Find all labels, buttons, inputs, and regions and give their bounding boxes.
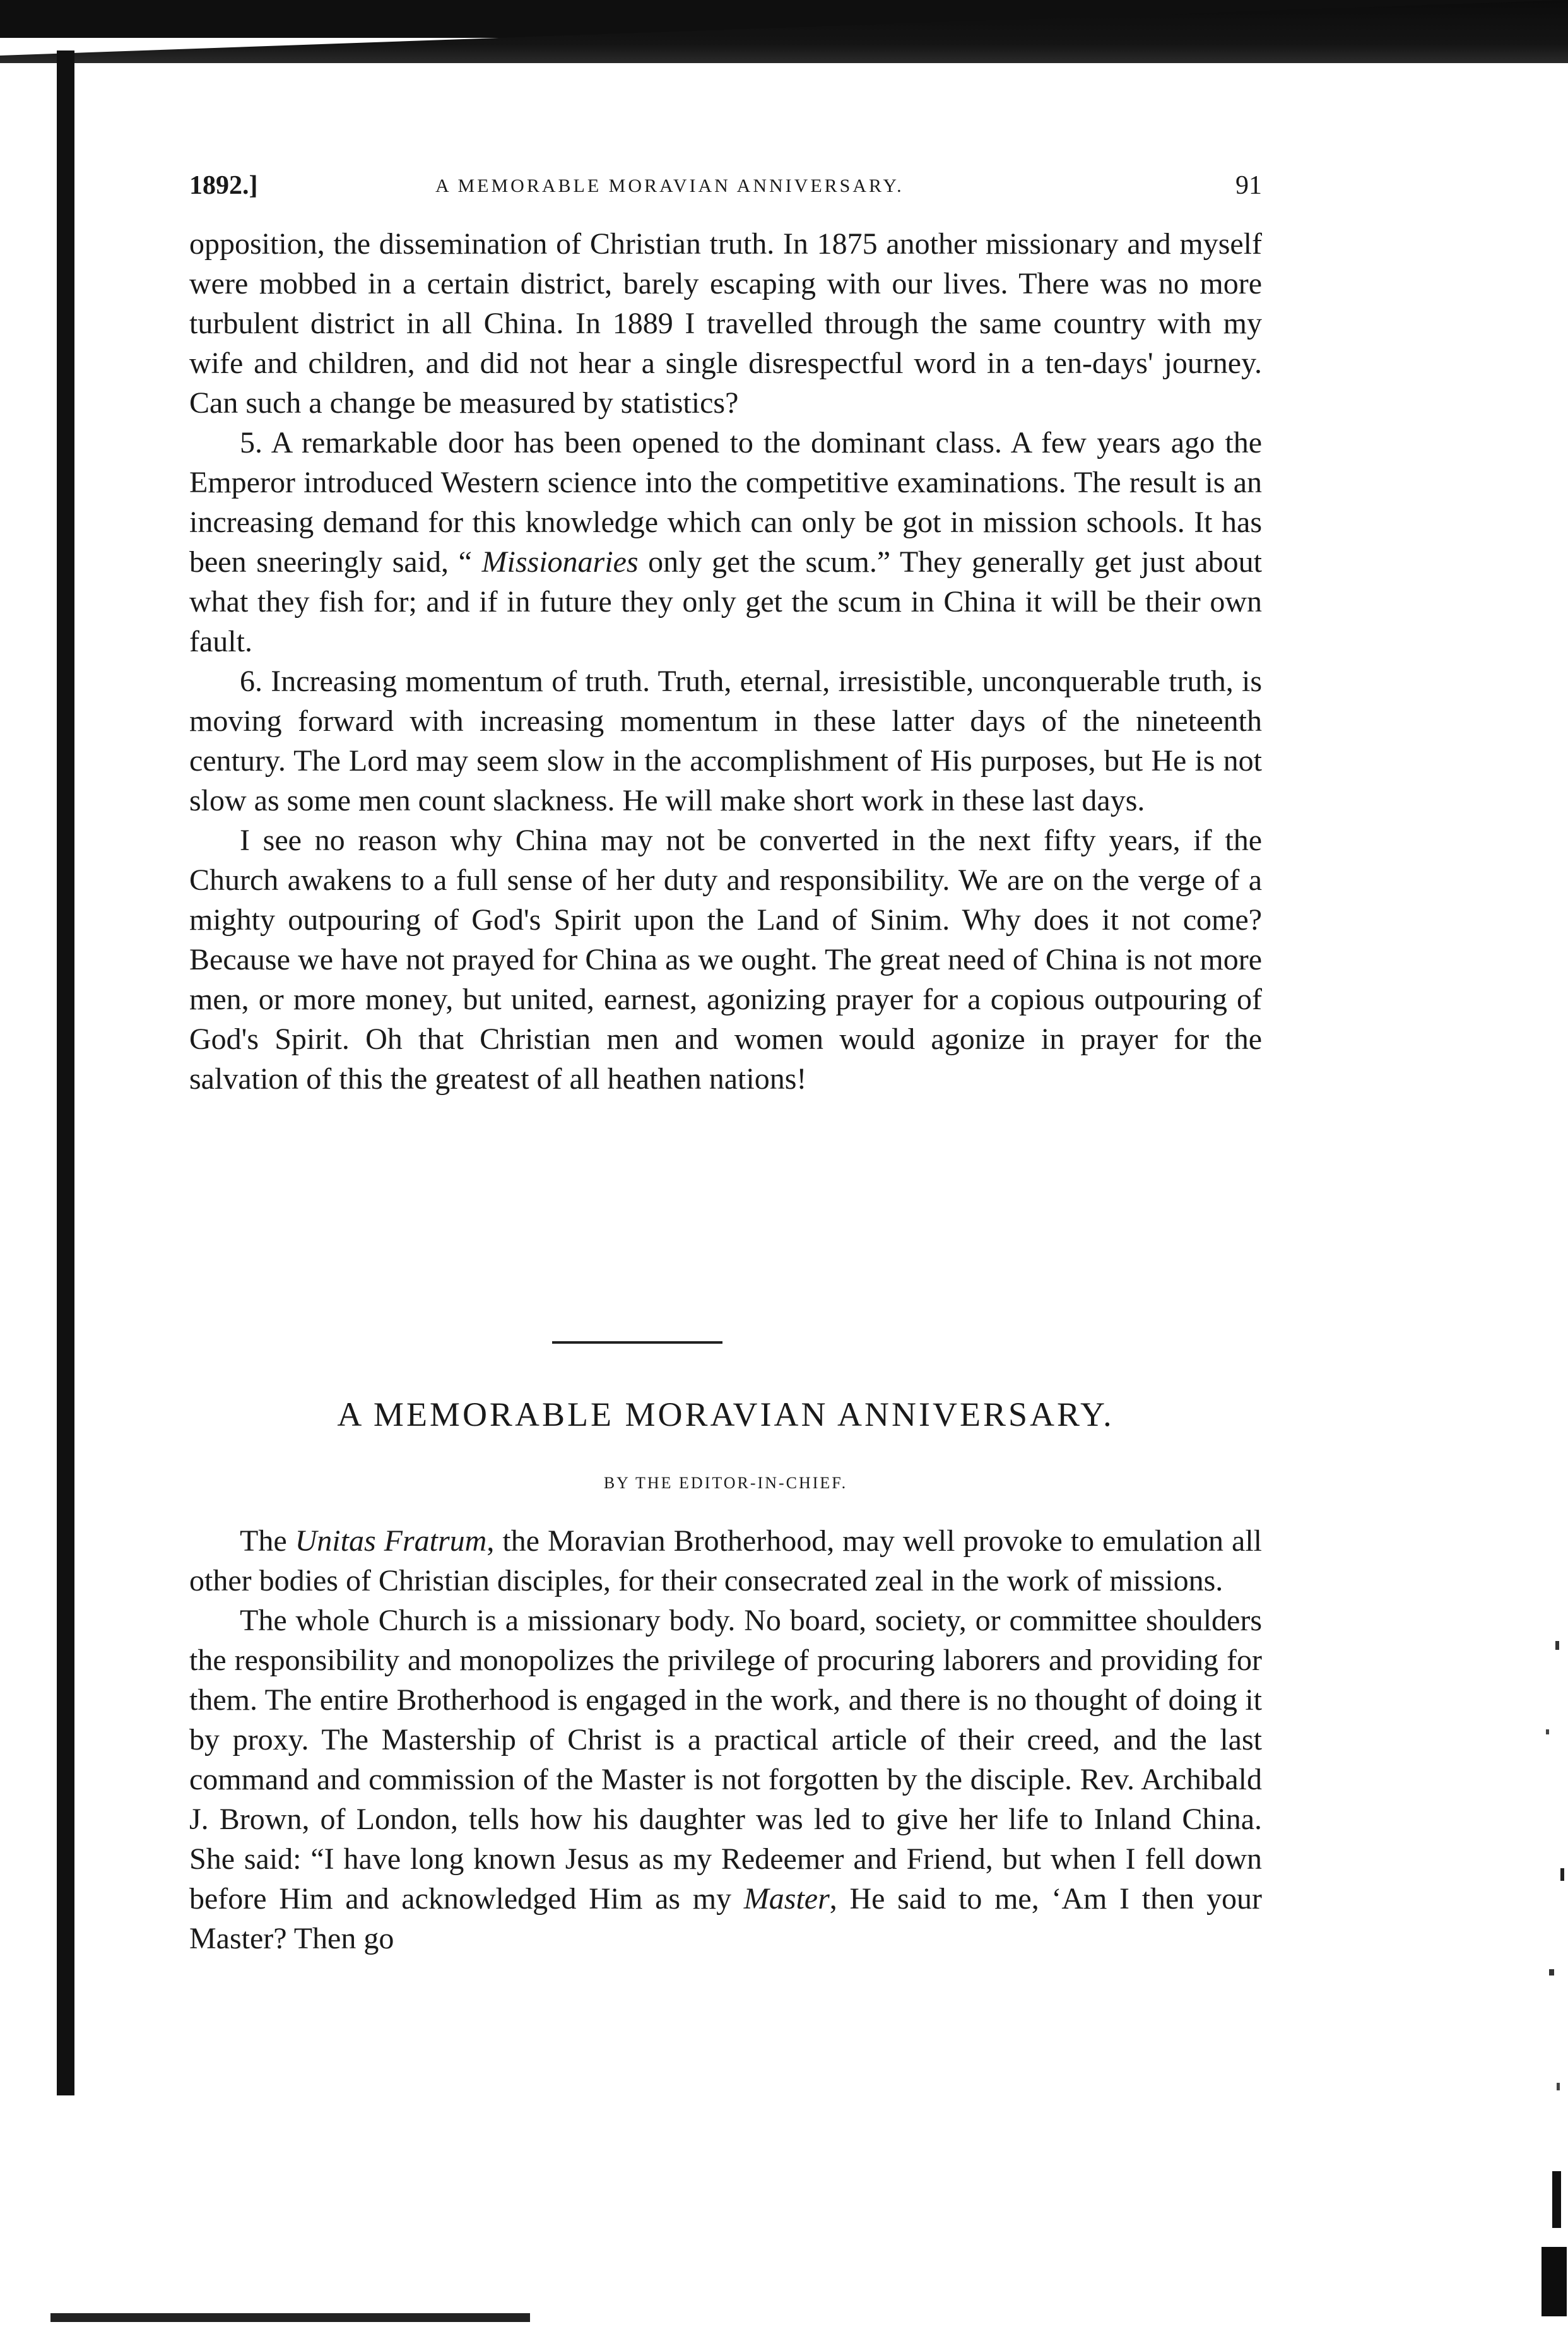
quote-open: “ xyxy=(458,545,482,579)
article-title: A MEMORABLE MORAVIAN ANNIVERSARY. xyxy=(337,1395,1114,1433)
article-text xyxy=(189,1521,1262,1958)
section-divider xyxy=(552,1341,722,1344)
article-byline: BY THE EDITOR-IN-CHIEF. xyxy=(603,1474,848,1492)
italic-term: Missionaries xyxy=(481,545,639,579)
paragraph: opposition, the dissemination of Christian truth. In 1875 another missionary and myself were mobbed in a certain district, barely escaping with our lives. There was no more turbulent district in all China. In 1889 I travelled through the same country with my wife and children, and did not hear a single disrespectful word in a ten-days' journey. Can such a change be measured by statistics? xyxy=(189,227,1262,420)
italic-term: Master xyxy=(743,1882,830,1916)
paragraph-text: 5. A remarkable door has been opened to the dominant class. A few years ago the Emperor introduced Western science into the competitive examinations. The result is an increasing demand for this knowledge which can only be got in mission schools. It has been sneeringly said, xyxy=(189,426,1262,579)
paragraph xyxy=(189,1601,1262,1958)
paragraph: I see no reason why China may not be converted in the next fifty years, if the Church awakens to a full sense of her duty and responsibility. We are on the verge of a mighty outpouring of God's Spirit upon the Land of Sinim. Why does it not come? Because we have not prayed for China as we ought. The great need of China is not more men, or more money, but united, earnest, agonizing prayer for a copious outpouring of God's Spirit. Oh that Christian men and women would agonize in prayer for the salvation of this the greatest of all heathen nations! xyxy=(189,824,1262,1096)
paragraph: 6. Increasing momentum of truth. Truth, eternal, irresistible, unconquerable truth, is moving forward with increasing momentum in these latter days of the nineteenth century. The Lord may seem slow in the accomplishment of His purposes, but He is not slow as some men count slackness. He will make short work in these last days. xyxy=(189,665,1262,817)
paragraph-text: , the Moravian Brotherhood, may well provoke to emulation all other bodies of Christian disciples, for their consecrated zeal in the work of missions. xyxy=(189,1524,1263,1597)
previous-article-text xyxy=(189,224,1262,1099)
running-head-title: A MEMORABLE MORAVIAN ANNIVERSARY. xyxy=(435,175,904,196)
scan-border-bottom xyxy=(50,2313,530,2322)
paragraph xyxy=(189,1521,1262,1601)
paragraph-text: , He said to me, ‘Am I then your Master? Then go xyxy=(189,1882,1263,1955)
italic-term: Unitas Fratrum xyxy=(295,1524,487,1558)
paragraph-text: only get the scum.” They generally get just about what they fish for; and if in future they only get the scum in China it will be their own fault. xyxy=(189,545,1263,658)
running-head-year: 1892.] xyxy=(189,171,258,200)
scan-specks xyxy=(1486,1641,1568,2329)
paragraph-text: The whole Church is a missionary body. No board, society, or committee shoulders the responsibility and monopolizes the privilege of procuring laborers and providing for them. The entire Brotherhood is engaged in the work, and there is no thought of doing it by proxy. The Mastership of Christ is a practical article of their creed, and the last command and commission of the Master is not forgotten by the disciple. Rev. Archibald J. Brown, of London, tells how his daughter was led to give her life to Inland China. She said: “I have long known Jesus as my Redeemer and Friend, but when I fell down before Him and acknowledged Him as my xyxy=(189,1604,1262,1916)
paragraph xyxy=(189,423,1262,661)
running-head xyxy=(189,170,1262,215)
page-number: 91 xyxy=(1235,171,1262,200)
scan-border-left xyxy=(57,50,74,2095)
paragraph-text: The xyxy=(240,1524,295,1558)
